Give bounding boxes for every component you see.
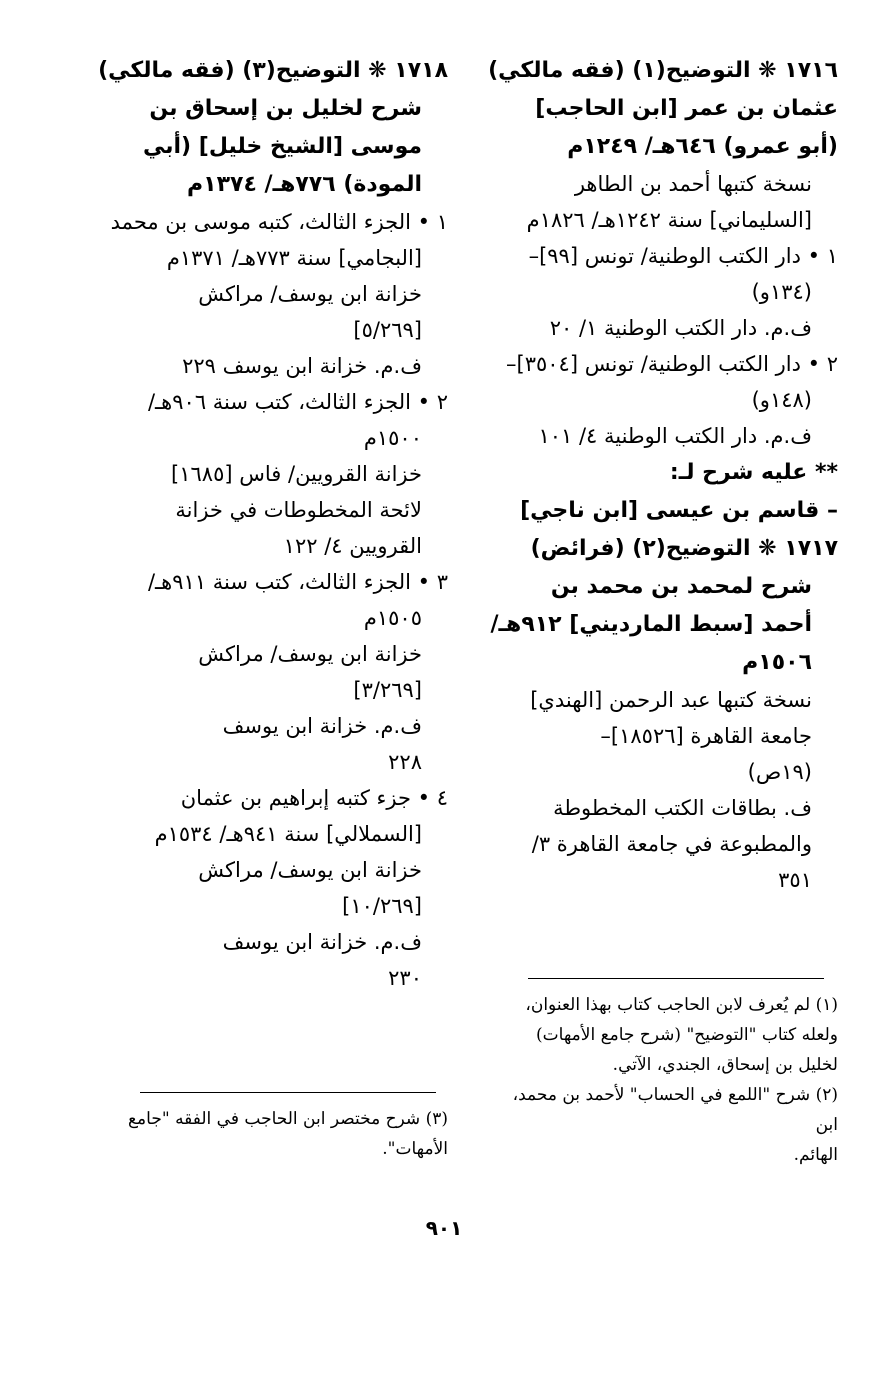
entry-detail-line: ٢ • الجزء الثالث، كتب سنة ٩٠٦هـ/ <box>147 390 448 414</box>
entry-detail-line: ٣ • الجزء الثالث، كتب سنة ٩١١هـ/ <box>147 570 448 594</box>
entry-detail-line: [١٠/٢٦٩] <box>342 894 422 918</box>
footnote-separator-left <box>140 1092 436 1093</box>
entry-author-line: موسى [الشيخ خليل] (أبي <box>143 134 422 159</box>
entry-detail-line: ١ • دار الكتب الوطنية/ تونس [٩٩]– <box>528 244 838 268</box>
entry-detail-line: ٢ • دار الكتب الوطنية/ تونس [٣٥٠٤]– <box>506 352 838 376</box>
entry-heading: ١٧١٦ ❋ التوضيح(١) (فقه مالكي) <box>488 58 838 83</box>
footnote-line: (٣) شرح مختصر ابن الحاجب في الفقه "جامع <box>128 1109 448 1129</box>
entry-author-line: أحمد [سبط المارديني] ٩١٢هـ/ <box>490 612 812 637</box>
entry-detail-line: (١٩ص) <box>747 760 812 784</box>
footnote-separator-right <box>528 978 824 979</box>
entry-author-line: ** عليه شرح لـ: <box>669 460 838 485</box>
entry-detail-line: نسخة كتبها عبد الرحمن [الهندي] <box>530 688 812 712</box>
entry-heading: ١٧١٨ ❋ التوضيح(٣) (فقه مالكي) <box>98 58 448 83</box>
entry-detail-line: (١٣٤و) <box>751 280 812 304</box>
entry-detail-line: [٣/٢٦٩] <box>353 678 422 702</box>
entry-detail-line: ف.م. خزانة ابن يوسف ٢٢٩ <box>182 354 422 378</box>
entry-detail-line: ف.م. دار الكتب الوطنية ٤/ ١٠١ <box>538 424 812 448</box>
entry-detail-line: خزانة ابن يوسف/ مراكش <box>198 858 422 882</box>
left-column <box>96 52 448 996</box>
entry-detail-line: خزانة القرويين/ فاس [١٦٨٥] <box>171 462 422 486</box>
entry-detail-line: خزانة ابن يوسف/ مراكش <box>198 282 422 306</box>
entry-author-line: عثمان بن عمر [ابن الحاجب] <box>535 96 838 121</box>
entry-detail-line: ٤ • جزء كتبه إبراهيم بن عثمان <box>180 786 448 810</box>
entry-detail-line: [السملالي] سنة ٩٤١هـ/ ١٥٣٤م <box>154 822 422 846</box>
entry-detail-line: نسخة كتبها أحمد بن الطاهر <box>574 172 812 196</box>
footnote-line: (١) لم يُعرف لابن الحاجب كتاب بهذا العنوان، <box>525 995 838 1015</box>
page-number: ٩٠١ <box>425 1216 463 1240</box>
entry-detail-line: ١٥٠٥م <box>363 606 422 630</box>
entry-heading: ١٧١٧ ❋ التوضيح(٢) (فرائض) <box>530 536 838 561</box>
entry-detail-line: ١٥٠٠م <box>363 426 422 450</box>
entry-detail-line: لائحة المخطوطات في خزانة <box>175 498 422 522</box>
footnote-line: ولعله كتاب "التوضيح" (شرح جامع الأمهات) <box>536 1025 838 1045</box>
right-column <box>470 52 838 898</box>
footnote-line: الهائم. <box>793 1145 838 1165</box>
entry-author-line: (أبو عمرو) ٦٤٦هـ/ ١٢٤٩م <box>567 134 838 159</box>
entry-detail-line: ف. بطاقات الكتب المخطوطة <box>553 796 812 820</box>
entry-detail-line: خزانة ابن يوسف/ مراكش <box>198 642 422 666</box>
entry-detail-line: (١٤٨و) <box>751 388 812 412</box>
footnotes-right <box>486 990 838 1170</box>
footnote-line: (٢) شرح "اللمع في الحساب" لأحمد بن محمد، ابن <box>512 1085 838 1135</box>
entry-detail-line: ١ • الجزء الثالث، كتبه موسى بن محمد <box>110 210 448 234</box>
footnotes-left <box>96 1104 448 1164</box>
entry-detail-line: جامعة القاهرة [١٨٥٢٦]– <box>600 724 812 748</box>
entry-author-line: شرح لمحمد بن محمد بن <box>550 574 812 599</box>
entry-detail-line: [٥/٢٦٩] <box>353 318 422 342</box>
entry-author-line: المودة) ٧٧٦هـ/ ١٣٧٤م <box>187 172 422 197</box>
entry-author-line: شرح لخليل بن إسحاق بن <box>149 96 422 121</box>
entry-author-line: – قاسم بن عيسى [ابن ناجي] <box>520 498 838 523</box>
entry-author-line: ١٥٠٦م <box>742 650 812 675</box>
entry-detail-line: ف.م. دار الكتب الوطنية ١/ ٢٠ <box>549 316 812 340</box>
entry-detail-line: والمطبوعة في جامعة القاهرة ٣/ <box>531 832 812 856</box>
entry-detail-line: ٢٢٨ <box>388 750 422 774</box>
entry-detail-line: ٣٥١ <box>778 868 812 892</box>
entry-detail-line: [السليماني] سنة ١٢٤٢هـ/ ١٨٢٦م <box>526 208 812 232</box>
entry-detail-line: القرويين ٤/ ١٢٢ <box>283 534 422 558</box>
entry-detail-line: ف.م. خزانة ابن يوسف <box>222 714 422 738</box>
footnote-line: الأمهات". <box>382 1139 448 1159</box>
entry-detail-line: ٢٣٠ <box>388 966 422 990</box>
entry-detail-line: ف.م. خزانة ابن يوسف <box>222 930 422 954</box>
footnote-line: لخليل بن إسحاق، الجندي، الآتي. <box>612 1055 838 1075</box>
entry-detail-line: [البجامي] سنة ٧٧٣هـ/ ١٣٧١م <box>166 246 422 270</box>
